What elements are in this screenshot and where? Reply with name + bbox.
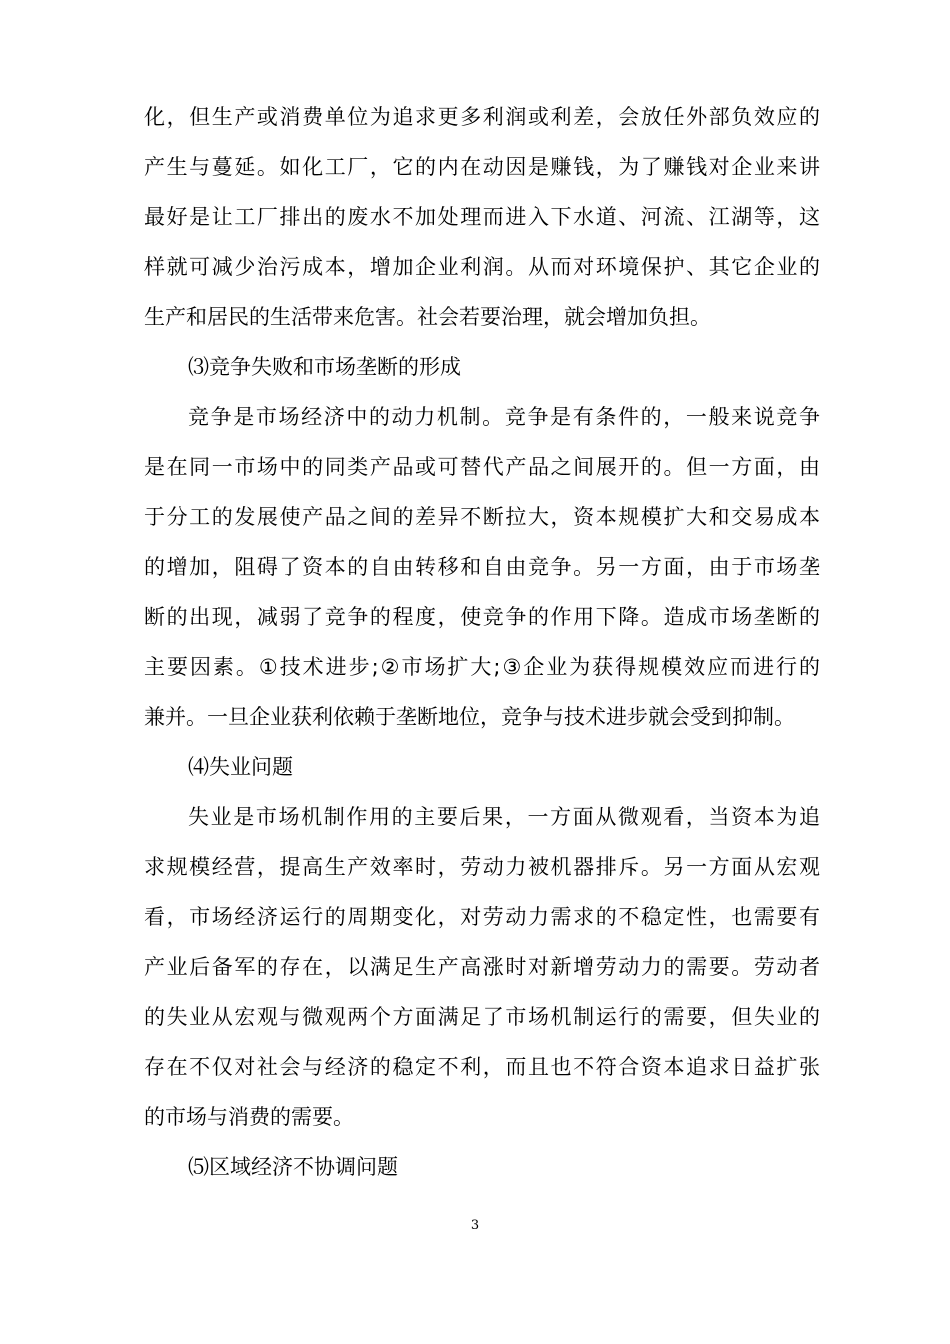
text-line: 化，但生产或消费单位为追求更多利润或利差，会放任外部负效应的 (144, 105, 820, 129)
text-line: 于分工的发展使产品之间的差异不断拉大，资本规模扩大和交易成本 (144, 505, 820, 529)
body-text (144, 92, 820, 1192)
page-number: 3 (470, 1218, 480, 1233)
text-line: ⑶竞争失败和市场垄断的形成 (188, 355, 461, 379)
text-line: 兼并。一旦企业获利依赖于垄断地位，竞争与技术进步就会受到抑制。 (144, 705, 795, 729)
text-line: 看，市场经济运行的周期变化，对劳动力需求的不稳定性，也需要有 (144, 905, 820, 929)
text-line: 的增加，阻碍了资本的自由转移和自由竞争。另一方面，由于市场垄 (144, 555, 820, 579)
text-line: 最好是让工厂排出的废水不加处理而进入下水道、河流、江湖等，这 (144, 205, 820, 229)
text-line: 竞争是市场经济中的动力机制。竞争是有条件的，一般来说竞争 (188, 405, 820, 429)
text-line: 存在不仅对社会与经济的稳定不利，而且也不符合资本追求日益扩张 (144, 1055, 820, 1079)
text-line: 的市场与消费的需要。 (144, 1105, 354, 1129)
text-line: 断的出现，减弱了竞争的程度，使竞争的作用下降。造成市场垄断的 (144, 605, 820, 629)
text-line: ⑷失业问题 (188, 755, 293, 779)
text-line: 样就可减少治污成本，增加企业利润。从而对环境保护、其它企业的 (144, 255, 820, 279)
text-line: ⑸区域经济不协调问题 (188, 1155, 398, 1179)
text-line: 产业后备军的存在，以满足生产高涨时对新增劳动力的需要。劳动者 (144, 955, 820, 979)
text-line: 失业是市场机制作用的主要后果，一方面从微观看，当资本为追 (188, 805, 820, 829)
text-line: 产生与蔓延。如化工厂，它的内在动因是赚钱，为了赚钱对企业来讲 (144, 155, 820, 179)
text-line: 生产和居民的生活带来危害。社会若要治理，就会增加负担。 (144, 305, 711, 329)
text-line: 主要因素。①技术进步;②市场扩大;③企业为获得规模效应而进行的 (144, 655, 820, 679)
text-line: 是在同一市场中的同类产品或可替代产品之间展开的。但一方面，由 (144, 455, 820, 479)
text-line: 的失业从宏观与微观两个方面满足了市场机制运行的需要，但失业的 (144, 1005, 820, 1029)
text-line: 求规模经营，提高生产效率时，劳动力被机器排斥。另一方面从宏观 (144, 855, 820, 879)
